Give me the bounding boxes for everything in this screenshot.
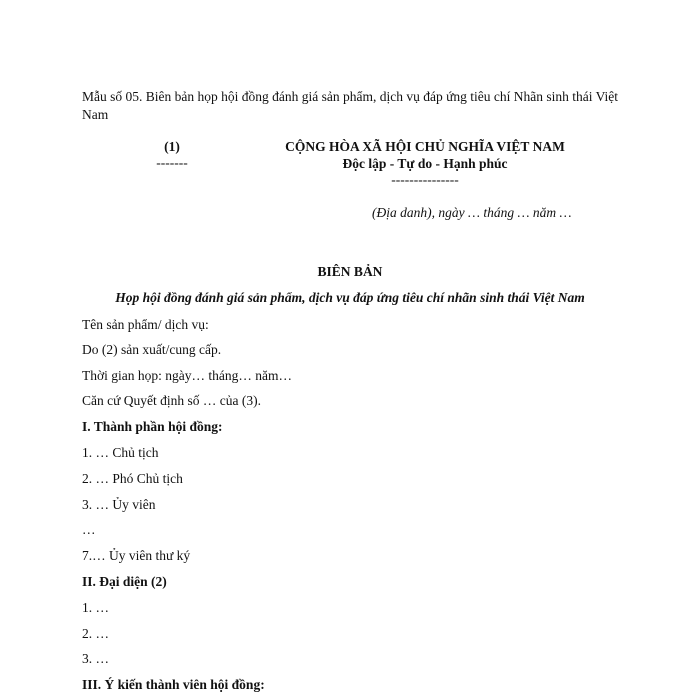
product-name-field: Tên sản phẩm/ dịch vụ: <box>82 317 209 332</box>
motto-divider: --------------- <box>391 172 459 187</box>
member-item: 1. … Chủ tịch <box>82 445 159 460</box>
decision-basis-field: Căn cứ Quyết định số … của (3). <box>82 393 262 408</box>
national-motto: Độc lập - Tự do - Hạnh phúc <box>342 156 508 171</box>
producer-field: Do (2) sản xuất/cung cấp. <box>82 342 222 357</box>
place-date-line: (Địa danh), ngày … tháng … năm … <box>372 205 572 220</box>
member-item: … <box>82 522 96 537</box>
section-3-heading: III. Ý kiến thành viên hội đồng: <box>82 677 265 692</box>
meeting-time-field: Thời gian họp: ngày… tháng… năm… <box>82 368 292 383</box>
issuing-agency-code: (1) <box>164 139 180 154</box>
document-title: BIÊN BẢN <box>317 264 383 279</box>
section-2-heading: II. Đại diện (2) <box>82 574 167 589</box>
republic-title: CỘNG HÒA XÃ HỘI CHỦ NGHĨA VIỆT NAM <box>285 139 565 154</box>
document-subtitle: Họp hội đồng đánh giá sản phẩm, dịch vụ đáp ứng tiêu chí nhãn sinh thái Việt Nam <box>115 290 585 305</box>
representative-item: 2. … <box>82 626 109 641</box>
member-item: 3. … Ủy viên <box>82 497 156 512</box>
representative-item: 1. … <box>82 600 109 615</box>
section-1-heading: I. Thành phần hội đồng: <box>82 419 223 434</box>
form-intro: Mẫu số 05. Biên bản họp hội đồng đánh giá sản phẩm, dịch vụ đáp ứng tiêu chí Nhãn sinh thái Việt Nam <box>82 89 619 122</box>
member-item: 7.… Ủy viên thư ký <box>82 548 191 563</box>
member-item: 2. … Phó Chủ tịch <box>82 471 183 486</box>
agency-divider: ------- <box>156 155 188 170</box>
representative-item: 3. … <box>82 651 109 666</box>
